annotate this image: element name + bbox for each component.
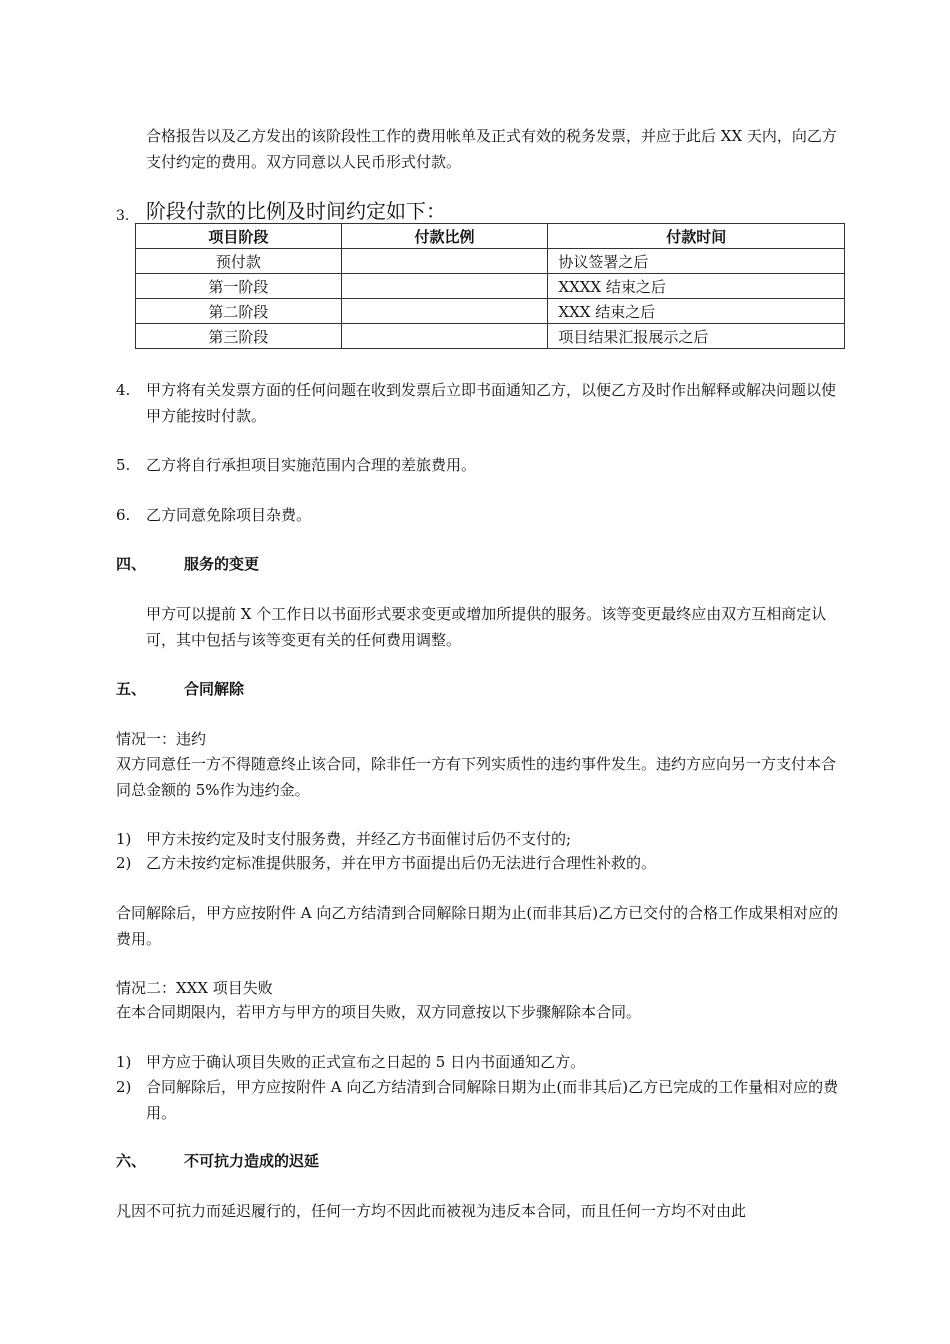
section-title: 不可抗力造成的迟延 <box>184 1152 320 1170</box>
section-number: 四、 <box>116 555 147 573</box>
case1-title: 情况一：违约 <box>116 730 207 748</box>
table-row <box>136 299 845 324</box>
table-cell-time: XXXX 结束之后 <box>548 274 845 299</box>
section-number: 五、 <box>116 680 147 698</box>
item-text: 乙方将自行承担项目实施范围内合理的差旅费用。 <box>146 456 477 474</box>
section-title: 服务的变更 <box>184 555 260 573</box>
section-heading-force-majeure <box>116 1148 846 1174</box>
paragraph-payment-terms: 合格报告以及乙方发出的该阶段性工作的费用帐单及正式有效的税务发票，并应于此后 XX 天内，向乙方支付约定的费用。双方同意以人民币形式付款。 <box>146 127 837 171</box>
section-number: 六、 <box>116 1152 147 1170</box>
list-text: 甲方未按约定及时支付服务费，并经乙方书面催讨后仍不支付的; <box>146 830 572 848</box>
item-number: 6. <box>116 506 131 524</box>
item-text: 甲方将有关发票方面的任何问题在收到发票后立即书面通知乙方，以便乙方及时作出解释或解决问题以使甲方能按时付款。 <box>146 381 837 425</box>
table-header: 付款比例 <box>341 224 548 249</box>
table-header-row <box>136 224 845 249</box>
item-text: 乙方同意免除项目杂费。 <box>146 506 312 524</box>
item-number: 5. <box>116 456 131 474</box>
list-text: 合同解除后，甲方应按附件 A 向乙方结清到合同解除日期为止(而非其后)乙方已完成的工作量相对应的费用。 <box>146 1078 839 1122</box>
table-cell-time: 协议签署之后 <box>548 249 845 274</box>
list-number: 2) <box>116 1078 132 1096</box>
section-heading-termination <box>116 676 846 702</box>
list-number: 2) <box>116 854 132 872</box>
table-cell-stage: 第三阶段 <box>136 324 342 349</box>
paragraph-force-majeure: 凡因不可抗力而延迟履行的，任何一方均不因此而被视为违反本合同，而且任何一方均不对由此 <box>116 1202 747 1220</box>
list-number: 1) <box>116 1053 132 1071</box>
table-cell-ratio <box>341 324 548 349</box>
table-cell-ratio <box>341 249 548 274</box>
paragraph-service-change: 甲方可以提前 X 个工作日以书面形式要求变更或增加所提供的服务。该等变更最终应由双方互相商定认可，其中包括与该等变更有关的任何费用调整。 <box>146 605 827 649</box>
table-cell-stage: 第二阶段 <box>136 299 342 324</box>
list-text: 乙方未按约定标准提供服务，并在甲方书面提出后仍无法进行合理性补救的。 <box>146 854 657 872</box>
case2-title: 情况二：XXX 项目失败 <box>116 979 273 997</box>
case1-after: 合同解除后，甲方应按附件 A 向乙方结清到合同解除日期为止(而非其后)乙方已交付的合格工作成果相对应的费用。 <box>116 904 839 948</box>
table-row <box>136 249 845 274</box>
item-text: 阶段付款的比例及时间约定如下： <box>146 199 446 223</box>
table-cell-ratio <box>341 299 548 324</box>
list-text: 甲方应于确认项目失败的正式宣布之日起的 5 日内书面通知乙方。 <box>146 1053 586 1071</box>
section-title: 合同解除 <box>184 680 245 698</box>
item-number: 4. <box>116 381 131 399</box>
table-cell-time: 项目结果汇报展示之后 <box>548 324 845 349</box>
table-cell-stage: 预付款 <box>136 249 342 274</box>
table-cell-stage: 第一阶段 <box>136 274 342 299</box>
table-row <box>136 324 845 349</box>
section-heading-service-change <box>116 551 846 577</box>
table-cell-ratio <box>341 274 548 299</box>
table-header: 项目阶段 <box>136 224 342 249</box>
payment-schedule-table <box>135 223 845 349</box>
item-number: 3. <box>116 208 130 224</box>
table-cell-time: XXX 结束之后 <box>548 299 845 324</box>
case1-body: 双方同意任一方不得随意终止该合同，除非任一方有下列实质性的违约事件发生。违约方应向另一方支付本合同总金额的 5%作为违约金。 <box>116 755 837 799</box>
table-row <box>136 274 845 299</box>
list-number: 1) <box>116 830 132 848</box>
table-header: 付款时间 <box>548 224 845 249</box>
case2-body: 在本合同期限内，若甲方与甲方的项目失败，双方同意按以下步骤解除本合同。 <box>116 1003 642 1021</box>
